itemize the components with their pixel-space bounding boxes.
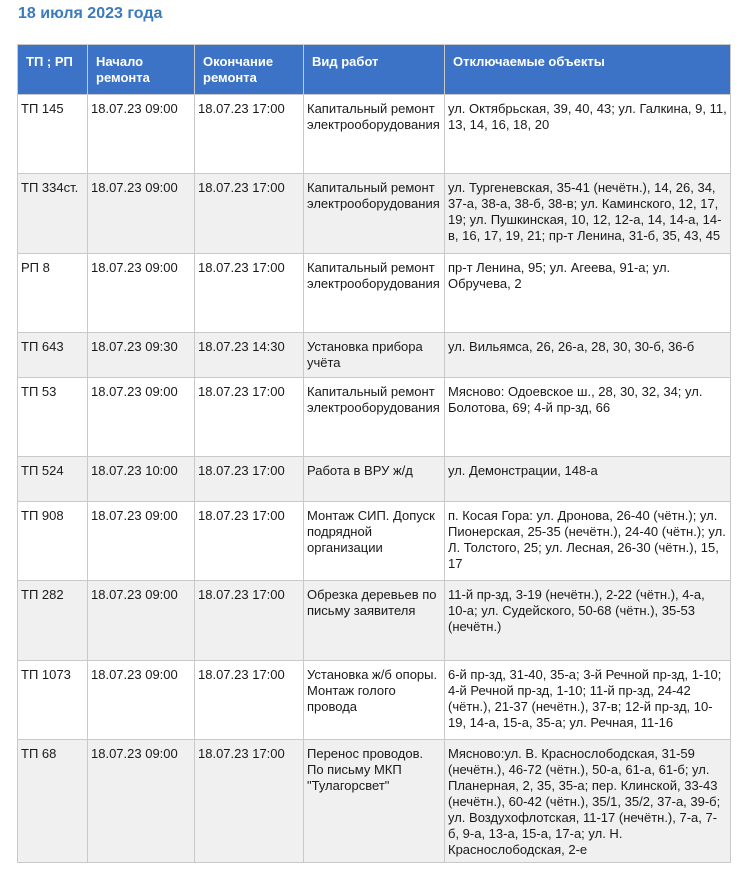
cell-objects: Мясново: Одоевское ш., 28, 30, 32, 34; ул. Болотова, 69; 4-й пр-зд, 66: [445, 378, 731, 457]
cell-work: Капитальный ремонт электрооборудования: [304, 378, 445, 457]
table-row: [18, 378, 731, 457]
cell-start: 18.07.23 09:00: [88, 502, 195, 581]
cell-objects: ул. Вильямса, 26, 26-а, 28, 30, 30-б, 36-б: [445, 333, 731, 378]
cell-start: 18.07.23 09:30: [88, 333, 195, 378]
cell-start: 18.07.23 09:00: [88, 581, 195, 661]
cell-station: ТП 334ст.: [18, 174, 88, 254]
cell-objects: 11-й пр-зд, 3-19 (нечётн.), 2-22 (чётн.), 4-а, 10-а; ул. Судейского, 50-68 (чётн.), 35-53 (нечётн.): [445, 581, 731, 661]
table-row: [18, 740, 731, 863]
cell-objects: Мясново:ул. В. Краснослободская, 31-59 (нечётн.), 46-72 (чётн.), 50-а, 61-а, 61-б; ул. Планерная, 2, 35, 35-а; пер. Клинской, 33-43 (нечётн.), 60-42 (чётн.), 35/1, 35/2, 37-а, 39-б; ул. Воздухофлотская, 11-17 (нечётн.), 7-а, 7-б, 9-а, 13-а, 15-а, 17-а; ул. Н. Краснослободская, 2-е: [445, 740, 731, 863]
cell-end: 18.07.23 17:00: [195, 457, 304, 502]
cell-end: 18.07.23 17:00: [195, 661, 304, 740]
table-body: [18, 95, 731, 863]
cell-end: 18.07.23 17:00: [195, 174, 304, 254]
cell-station: ТП 68: [18, 740, 88, 863]
header-row: [18, 45, 731, 95]
table-row: [18, 333, 731, 378]
cell-objects: пр-т Ленина, 95; ул. Агеева, 91-а; ул. Обручева, 2: [445, 254, 731, 333]
page-title: 18 июля 2023 года: [18, 5, 163, 22]
cell-start: 18.07.23 09:00: [88, 740, 195, 863]
cell-work: Капитальный ремонт электрооборудования: [304, 95, 445, 174]
table-row: [18, 174, 731, 254]
column-header-work: Вид работ: [304, 45, 445, 95]
cell-work: Перенос проводов. По письму МКП "Тулагорсвет": [304, 740, 445, 863]
cell-objects: п. Косая Гора: ул. Дронова, 26-40 (чётн.); ул. Пионерская, 25-35 (нечётн.), 24-40 (чётн.); ул. Л. Толстого, 25; ул. Лесная, 26-30 (чётн.), 15, 17: [445, 502, 731, 581]
cell-station: ТП 282: [18, 581, 88, 661]
cell-work: Капитальный ремонт электрооборудования: [304, 174, 445, 254]
cell-work: Капитальный ремонт электрооборудования: [304, 254, 445, 333]
table-header: [18, 45, 731, 95]
cell-start: 18.07.23 10:00: [88, 457, 195, 502]
cell-work: Монтаж СИП. Допуск подрядной организации: [304, 502, 445, 581]
column-header-objects: Отключаемые объекты: [445, 45, 731, 95]
cell-end: 18.07.23 17:00: [195, 95, 304, 174]
cell-end: 18.07.23 17:00: [195, 740, 304, 863]
table-row: [18, 457, 731, 502]
table-row: [18, 95, 731, 174]
cell-objects: ул. Демонстрации, 148-а: [445, 457, 731, 502]
cell-start: 18.07.23 09:00: [88, 95, 195, 174]
column-header-end: Окончание ремонта: [195, 45, 304, 95]
column-header-start: Начало ремонта: [88, 45, 195, 95]
cell-work: Установка ж/б опоры. Монтаж голого провода: [304, 661, 445, 740]
table-row: [18, 581, 731, 661]
cell-start: 18.07.23 09:00: [88, 378, 195, 457]
cell-station: ТП 524: [18, 457, 88, 502]
cell-start: 18.07.23 09:00: [88, 661, 195, 740]
outage-schedule-table: [17, 44, 731, 863]
cell-work: Работа в ВРУ ж/д: [304, 457, 445, 502]
cell-start: 18.07.23 09:00: [88, 254, 195, 333]
cell-end: 18.07.23 17:00: [195, 378, 304, 457]
cell-work: Установка прибора учёта: [304, 333, 445, 378]
cell-station: ТП 53: [18, 378, 88, 457]
cell-end: 18.07.23 17:00: [195, 502, 304, 581]
cell-objects: ул. Октябрьская, 39, 40, 43; ул. Галкина, 9, 11, 13, 14, 16, 18, 20: [445, 95, 731, 174]
table-row: [18, 661, 731, 740]
cell-objects: ул. Тургеневская, 35-41 (нечётн.), 14, 26, 34, 37-а, 38-а, 38-б, 38-в; ул. Каминского, 12, 17, 19; ул. Пушкинская, 10, 12, 12-а, 14, 14-а, 14-в, 16, 17, 19, 21; пр-т Ленина, 31-б, 35, 43, 45: [445, 174, 731, 254]
cell-station: ТП 145: [18, 95, 88, 174]
cell-end: 18.07.23 14:30: [195, 333, 304, 378]
cell-work: Обрезка деревьев по письму заявителя: [304, 581, 445, 661]
column-header-station: ТП ; РП: [18, 45, 88, 95]
cell-station: ТП 1073: [18, 661, 88, 740]
cell-start: 18.07.23 09:00: [88, 174, 195, 254]
cell-objects: 6-й пр-зд, 31-40, 35-а; 3-й Речной пр-зд, 1-10; 4-й Речной пр-зд, 1-10; 11-й пр-зд, 24-42 (чётн.), 21-37 (нечётн.), 37-в; 12-й пр-зд, 10-19, 14-а, 15-а, 35-а; ул. Речная, 11-16: [445, 661, 731, 740]
table-row: [18, 502, 731, 581]
cell-end: 18.07.23 17:00: [195, 581, 304, 661]
cell-station: ТП 908: [18, 502, 88, 581]
cell-end: 18.07.23 17:00: [195, 254, 304, 333]
cell-station: РП 8: [18, 254, 88, 333]
table-row: [18, 254, 731, 333]
cell-station: ТП 643: [18, 333, 88, 378]
